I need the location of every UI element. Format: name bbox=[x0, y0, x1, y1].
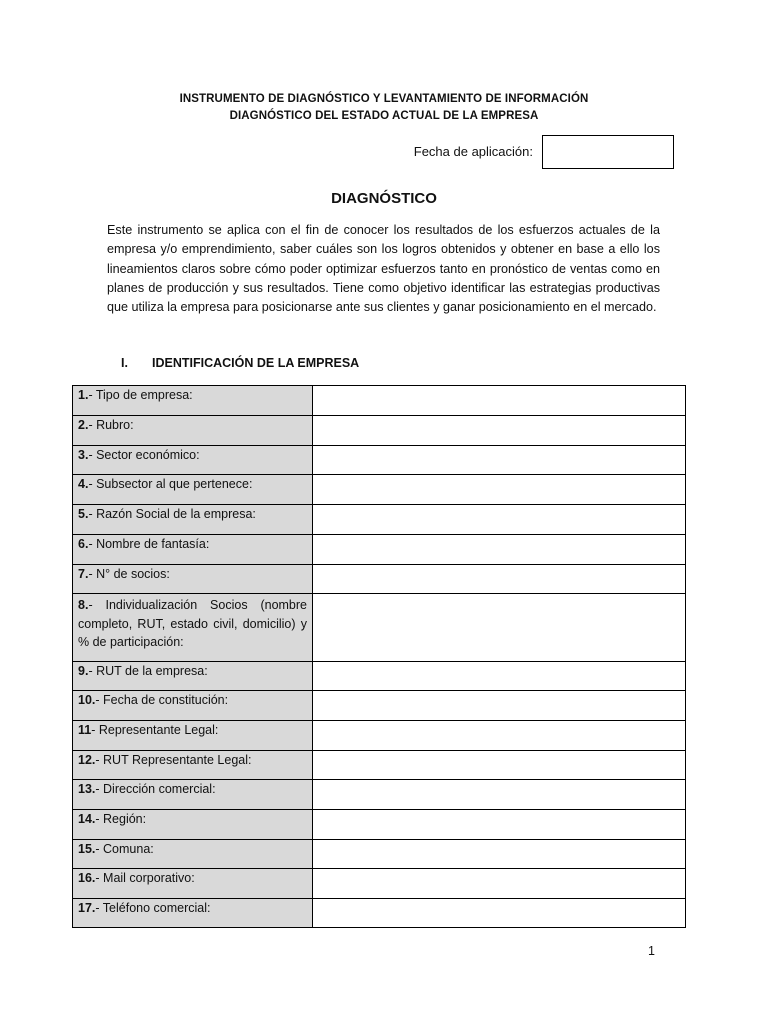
field-number: 15. bbox=[78, 842, 96, 856]
table-row bbox=[73, 535, 686, 565]
field-label-text: - Nombre de fantasía: bbox=[88, 537, 210, 551]
intro-paragraph: Este instrumento se aplica con el fin de conocer los resultados de los esfuerzos actuales de la empresa y/o emprendimiento, saber cuáles son los logros obtenidos y obtener en base a ello los lineamientos claros sobre cómo poder optimizar esfuerzos tanto en pronóstico de ventas como en planes de producción y sus resultados. Tiene como objetivo identificar las estrategias productivas que utiliza la empresa para posicionarse ante sus clientes y ganar posicionamiento en el mercado. bbox=[107, 223, 660, 315]
table-row bbox=[73, 810, 686, 840]
document-header-line-1: INSTRUMENTO DE DIAGNÓSTICO Y LEVANTAMIENTO DE INFORMACIÓN bbox=[179, 93, 589, 105]
table-row bbox=[73, 869, 686, 899]
table-row bbox=[73, 416, 686, 446]
company-identification-table bbox=[72, 385, 686, 928]
field-label bbox=[73, 721, 313, 751]
application-date-label: Fecha de aplicación: bbox=[413, 144, 533, 159]
field-label bbox=[73, 751, 313, 780]
field-label bbox=[73, 594, 313, 662]
page-number: 1 bbox=[648, 944, 655, 958]
field-input-nombre-fantasia[interactable] bbox=[313, 535, 686, 565]
field-input-fecha-constitucion[interactable] bbox=[313, 691, 686, 721]
field-label bbox=[73, 869, 313, 899]
document-header-line-2: DIAGNÓSTICO DEL ESTADO ACTUAL DE LA EMPRESA bbox=[229, 110, 539, 122]
field-number: 16. bbox=[78, 871, 96, 885]
field-label-text: - Región: bbox=[95, 812, 147, 826]
field-label-text: - RUT Representante Legal: bbox=[95, 753, 252, 767]
field-input-sector-economico[interactable] bbox=[313, 446, 686, 475]
table-row bbox=[73, 840, 686, 869]
section-title: IDENTIFICACIÓN DE LA EMPRESA bbox=[152, 356, 360, 370]
table-row bbox=[73, 594, 686, 662]
field-input-direccion-comercial[interactable] bbox=[313, 780, 686, 810]
field-input-rubro[interactable] bbox=[313, 416, 686, 446]
field-input-region[interactable] bbox=[313, 810, 686, 840]
table-row bbox=[73, 505, 686, 535]
field-label-text: - Subsector al que pertenece: bbox=[88, 477, 253, 491]
field-input-razon-social[interactable] bbox=[313, 505, 686, 535]
field-label-text: - Tipo de empresa: bbox=[88, 388, 193, 402]
table-row bbox=[73, 721, 686, 751]
field-label bbox=[73, 505, 313, 535]
field-label bbox=[73, 416, 313, 446]
field-input-comuna[interactable] bbox=[313, 840, 686, 869]
field-number: 6. bbox=[78, 537, 89, 551]
field-label bbox=[73, 475, 313, 505]
field-label-text: - Comuna: bbox=[95, 842, 154, 856]
table-row bbox=[73, 780, 686, 810]
field-label bbox=[73, 535, 313, 565]
field-label-text: - Mail corporativo: bbox=[95, 871, 195, 885]
field-input-representante-legal[interactable] bbox=[313, 721, 686, 751]
table-row bbox=[73, 565, 686, 594]
field-label bbox=[73, 691, 313, 721]
field-input-telefono-comercial[interactable] bbox=[313, 899, 686, 928]
field-number: 1. bbox=[78, 388, 89, 402]
field-number: 9. bbox=[78, 664, 89, 678]
application-date-field[interactable] bbox=[542, 135, 674, 169]
field-number: 14. bbox=[78, 812, 96, 826]
field-label bbox=[73, 386, 313, 416]
field-input-rut-representante[interactable] bbox=[313, 751, 686, 780]
field-label bbox=[73, 840, 313, 869]
field-input-tipo-empresa[interactable] bbox=[313, 386, 686, 416]
field-label-text: - Individualización Socios (nombre completo, RUT, estado civil, domicilio) y % de participación: bbox=[78, 598, 307, 649]
field-number: 3. bbox=[78, 448, 89, 462]
field-input-subsector[interactable] bbox=[313, 475, 686, 505]
field-label-text: - Fecha de constitución: bbox=[95, 693, 229, 707]
field-label bbox=[73, 780, 313, 810]
table-row bbox=[73, 751, 686, 780]
table-row bbox=[73, 662, 686, 691]
field-label-text: - RUT de la empresa: bbox=[88, 664, 208, 678]
field-label-text: - Teléfono comercial: bbox=[95, 901, 211, 915]
field-label-text: - Representante Legal: bbox=[91, 723, 219, 737]
field-label-text: - Dirección comercial: bbox=[95, 782, 216, 796]
field-input-individualizacion-socios[interactable] bbox=[313, 594, 686, 662]
field-label-text: - Razón Social de la empresa: bbox=[88, 507, 256, 521]
table-row bbox=[73, 475, 686, 505]
field-label bbox=[73, 662, 313, 691]
field-label-text: - N° de socios: bbox=[88, 567, 170, 581]
field-label bbox=[73, 565, 313, 594]
document-title: DIAGNÓSTICO bbox=[331, 190, 437, 207]
field-number: 2. bbox=[78, 418, 89, 432]
field-number: 13. bbox=[78, 782, 96, 796]
table-row bbox=[73, 446, 686, 475]
table-row bbox=[73, 386, 686, 416]
field-number: 7. bbox=[78, 567, 89, 581]
field-label bbox=[73, 446, 313, 475]
field-label bbox=[73, 810, 313, 840]
field-number: 4. bbox=[78, 477, 89, 491]
table-row bbox=[73, 691, 686, 721]
field-label-text: - Sector económico: bbox=[88, 448, 200, 462]
field-label-text: - Rubro: bbox=[88, 418, 134, 432]
field-input-rut-empresa[interactable] bbox=[313, 662, 686, 691]
field-number: 8. bbox=[78, 598, 89, 612]
field-number: 17. bbox=[78, 901, 96, 915]
section-number: I. bbox=[121, 356, 128, 370]
field-input-numero-socios[interactable] bbox=[313, 565, 686, 594]
field-number: 12. bbox=[78, 753, 96, 767]
field-label bbox=[73, 899, 313, 928]
field-number: 10. bbox=[78, 693, 96, 707]
field-input-mail-corporativo[interactable] bbox=[313, 869, 686, 899]
field-number: 5. bbox=[78, 507, 89, 521]
table-row bbox=[73, 899, 686, 928]
field-number: 11 bbox=[78, 723, 92, 737]
